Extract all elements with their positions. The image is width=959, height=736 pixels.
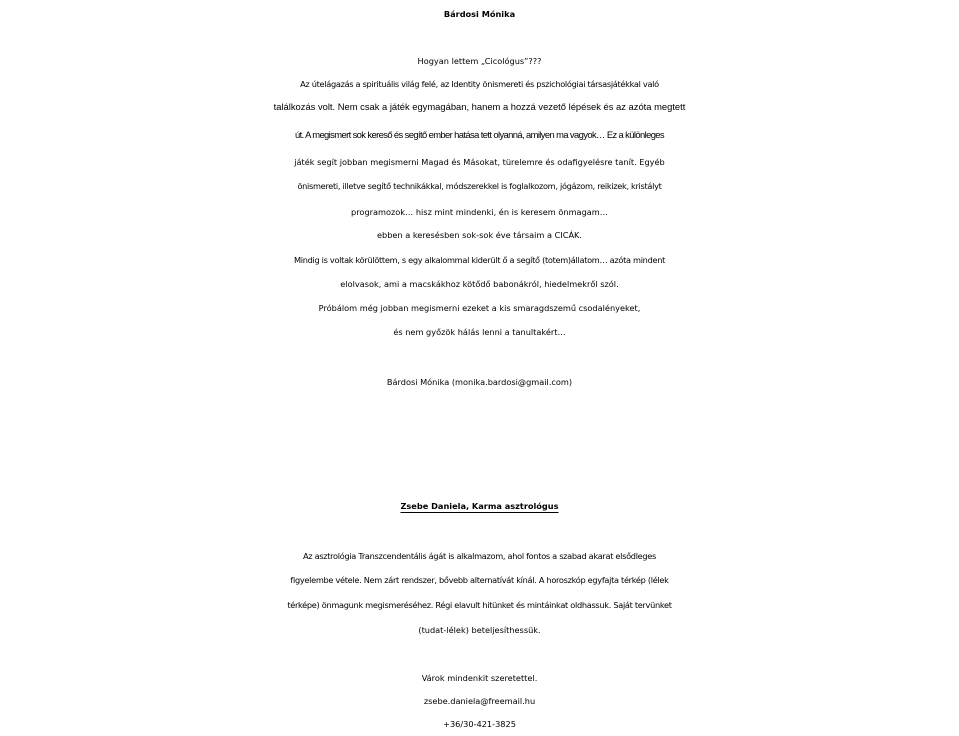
section1-line-8: Mindig is voltak körülöttem, s egy alkalommal kiderült ő a segítő (totem)állatom… azóta mindent — [293, 255, 666, 265]
section2-line-2: figyelembe vétele. Nem zárt rendszer, bővebb alternatívát kínál. A horoszkóp egyfajta térkép (lélek — [290, 575, 669, 585]
section1-line-9: elolvasok, ami a macskákhoz kötődő babonákról, hiedelmekről szól. — [340, 279, 619, 289]
section2-line-1: Az asztrológia Transzcendentális ágát is alkalmazom, ahol fontos a szabad akarat elsődleges — [302, 551, 657, 561]
section1-line-7: ebben a keresésben sok-sok éve társaim a CICÁK. — [376, 230, 583, 240]
section1-line-6: programozok… hisz mint mindenki, én is keresem önmagam… — [351, 207, 608, 217]
section1-heading: Bárdosi Mónika — [443, 9, 516, 19]
section2-email: zsebe.daniela@freemail.hu — [423, 696, 536, 706]
section1-line-5: önismereti, illetve segítő technikákkal, módszerekkel is foglalkozom, jógázom, reikizek, kristályt — [297, 181, 662, 191]
section1-line-2: találkozás volt. Nem csak a játék egymagában, hanem a hozzá vezető lépések és az azóta megtett — [273, 101, 686, 112]
section2-heading-text: Zsebe Daniela, Karma asztrológus — [400, 501, 559, 511]
section1-line-11: és nem győzök hálás lenni a tanultakért… — [393, 327, 566, 337]
section1-contact: Bárdosi Mónika (monika.bardosi@gmail.com) — [386, 377, 573, 387]
section2-heading — [0, 495, 959, 517]
section1-line-1: Az útelágazás a spirituális világ felé, az Identity önismereti és pszichológiai társasjátékkal való — [300, 79, 659, 89]
section1-line-10: Próbálom még jobban megismerni ezeket a kis smaragdszemű csodalényeket, — [318, 303, 641, 313]
section2-closing: Várok mindenkit szeretettel. — [421, 673, 538, 683]
section1-subtitle: Hogyan lettem „Cicológus”??? — [417, 56, 542, 66]
section2-line-4: (tudat-lélek) beteljesíthessük. — [418, 625, 541, 635]
section1-line-4: játék segít jobban megismerni Magad és Másokat, türelemre és odafigyelésre tanít. Egyéb — [294, 157, 665, 167]
section1-line-3: út. A megismert sok kereső és segítő ember hatása tett olyanná, amilyen ma vagyok… Ez a különleges — [294, 129, 665, 140]
section2-phone: +36/30-421-3825 — [443, 719, 516, 729]
section2-line-3: térképe) önmagunk megismeréséhez. Régi elavult hitünket és mintáinkat oldhassuk. Saját tervünket — [287, 600, 672, 610]
